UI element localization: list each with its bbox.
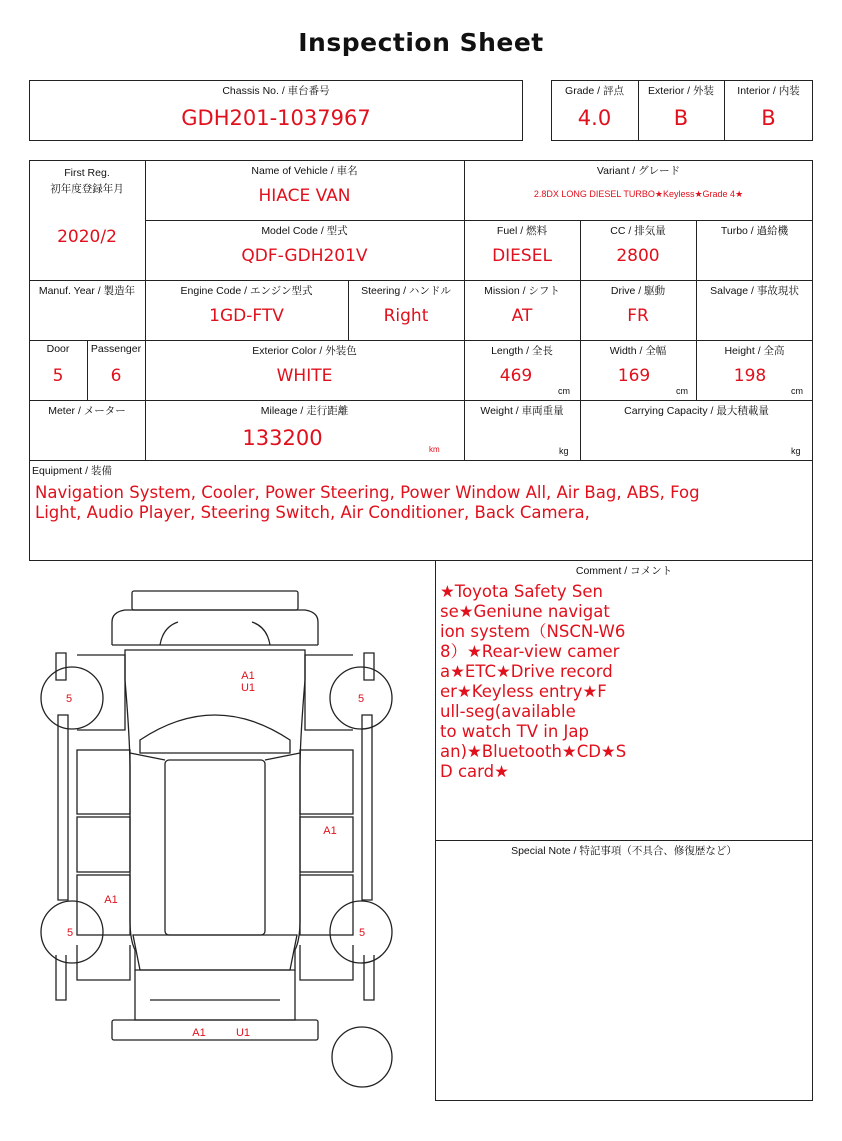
- comment-line: an)★Bluetooth★CD★S: [440, 742, 627, 761]
- grade-label: Grade / 評点: [565, 85, 624, 97]
- fuel-label: Fuel / 燃料: [496, 225, 548, 237]
- variant-label: Variant / グレード: [596, 165, 681, 177]
- mission-value: AT: [511, 306, 533, 326]
- equipment-text: [35, 483, 795, 523]
- comment-line: D card★: [440, 762, 509, 781]
- left-side-damage-mark: A1: [104, 894, 118, 906]
- passenger-value: 6: [110, 366, 122, 386]
- vehicle-name-value: HIACE VAN: [258, 186, 351, 206]
- comment-line: ★Toyota Safety Sen: [440, 582, 603, 601]
- tire-front-left-mark: 5: [65, 693, 73, 705]
- comment-line: se★Geniune navigat: [440, 602, 610, 621]
- meter-label: Meter / メーター: [48, 405, 126, 417]
- steering-label: Steering / ハンドル: [361, 285, 451, 297]
- vehicle-name-label: Name of Vehicle / 車名: [251, 165, 358, 177]
- weight-label: Weight / 車両重量: [480, 405, 564, 417]
- comment-line: ull-seg(available: [440, 702, 576, 721]
- cc-label: CC / 排気量: [610, 225, 666, 237]
- exterior-label: Exterior / 外装: [648, 85, 714, 97]
- salvage-label: Salvage / 事故現状: [710, 285, 799, 297]
- interior-label: Interior / 内装: [737, 85, 800, 97]
- comment-line: a★ETC★Drive record: [440, 662, 613, 681]
- manuf-year-label: Manuf. Year / 製造年: [38, 285, 136, 297]
- comment-line: ion system（NSCN-W6: [440, 622, 626, 641]
- door-value: 5: [52, 366, 64, 386]
- drive-value: FR: [627, 306, 649, 326]
- weight-unit: kg: [559, 446, 569, 456]
- model-code-value: QDF-GDH201V: [241, 246, 368, 266]
- width-label: Width / 全幅: [609, 345, 667, 357]
- special-note-box: [435, 840, 813, 1101]
- comment-text: [440, 582, 655, 782]
- comment-line: 8）★Rear-view camer: [440, 642, 620, 661]
- height-value: 198: [733, 366, 767, 386]
- comment-label: Comment / コメント: [575, 565, 673, 577]
- equipment-line-1: Navigation System, Cooler, Power Steering, Power Window All, Air Bag, ABS, Fog: [35, 483, 700, 502]
- passenger-label: Passenger: [90, 343, 142, 355]
- tire-rear-right-mark: 5: [358, 927, 366, 939]
- engine-code-label: Engine Code / エンジン型式: [180, 285, 313, 297]
- height-unit: cm: [791, 386, 803, 396]
- front-damage-mark-a: A1: [241, 670, 255, 682]
- vehicle-damage-diagram: [0, 560, 435, 1100]
- width-unit: cm: [676, 386, 688, 396]
- tire-front-right-mark: 5: [357, 693, 365, 705]
- length-label: Length / 全長: [491, 345, 553, 357]
- front-damage-mark-u: U1: [240, 682, 256, 694]
- engine-code-value: 1GD-FTV: [209, 306, 284, 326]
- first-reg-label-jp: 初年度登録年月: [50, 183, 124, 195]
- exterior-value: B: [673, 106, 689, 130]
- rear-damage-mark-a: A1: [192, 1027, 206, 1039]
- right-side-damage-mark: A1: [323, 825, 337, 837]
- first-reg-label: First Reg.: [64, 167, 110, 179]
- exterior-color-label: Exterior Color / 外装色: [252, 345, 357, 357]
- mileage-unit: km: [429, 445, 440, 454]
- comment-line: to watch TV in Jap: [440, 722, 590, 741]
- width-value: 169: [617, 366, 651, 386]
- mileage-label: Mileage / 走行距離: [260, 405, 349, 417]
- equipment-label: Equipment / 装備: [32, 465, 112, 477]
- drive-label: Drive / 駆動: [610, 285, 666, 297]
- door-label: Door: [46, 343, 70, 355]
- grade-value: 4.0: [577, 106, 612, 130]
- steering-value: Right: [383, 306, 429, 326]
- fuel-value: DIESEL: [492, 246, 552, 266]
- page-title: Inspection Sheet: [298, 28, 544, 57]
- length-value: 469: [499, 366, 533, 386]
- rear-damage-mark-u: U1: [235, 1027, 251, 1039]
- first-reg-value: 2020/2: [57, 227, 117, 247]
- carrying-unit: kg: [791, 446, 801, 456]
- mission-label: Mission / シフト: [484, 285, 560, 297]
- chassis-value: GDH201-1037967: [181, 106, 371, 130]
- comment-line: er★Keyless entry★F: [440, 682, 607, 701]
- interior-value: B: [761, 106, 776, 130]
- chassis-label: Chassis No. / 車台番号: [222, 85, 330, 97]
- model-code-label: Model Code / 型式: [261, 225, 348, 237]
- exterior-color-value: WHITE: [276, 366, 333, 386]
- carrying-label: Carrying Capacity / 最大積載量: [624, 405, 769, 417]
- height-label: Height / 全高: [724, 345, 785, 357]
- cc-value: 2800: [616, 246, 660, 266]
- mileage-value: 133200: [242, 426, 323, 450]
- length-unit: cm: [558, 386, 570, 396]
- variant-value: 2.8DX LONG DIESEL TURBO★Keyless★Grade 4★: [533, 189, 744, 199]
- equipment-line-2: Light, Audio Player, Steering Switch, Air Conditioner, Back Camera,: [35, 503, 590, 522]
- turbo-label: Turbo / 過給機: [720, 225, 789, 237]
- tire-rear-left-mark: 5: [66, 927, 74, 939]
- special-note-label: Special Note / 特記事項（不具合、修復歴など）: [511, 845, 737, 857]
